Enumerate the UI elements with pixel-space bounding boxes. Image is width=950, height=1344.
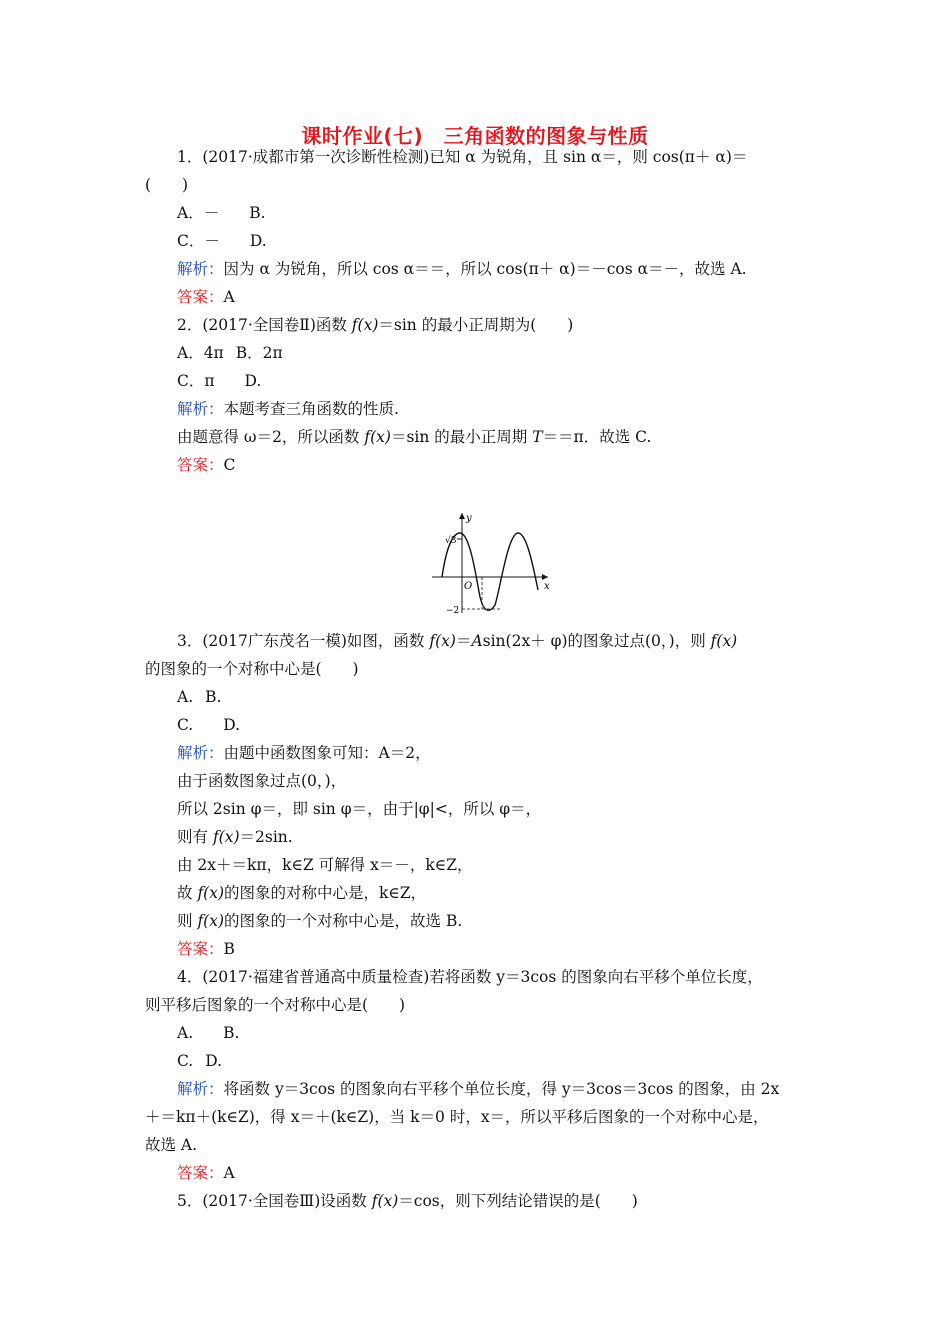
q3-option-d: D. bbox=[223, 716, 241, 734]
q5-stem bbox=[177, 1191, 638, 1211]
q3-answer bbox=[177, 939, 235, 959]
q1-option-c: C．－ bbox=[177, 232, 220, 250]
q3-analysis-text: 由题中函数图象可知：A＝2， bbox=[223, 744, 431, 762]
q3-stem-fx: f(x) bbox=[429, 632, 456, 650]
q3-s6-fx: f(x) bbox=[197, 912, 225, 930]
q3-s3-fx: f(x) bbox=[212, 828, 240, 846]
q2-line2-t: T bbox=[532, 428, 543, 446]
origin-label: O bbox=[464, 581, 473, 592]
q5-stem-post: ＝cos，则下列结论错误的是( ) bbox=[398, 1192, 638, 1210]
q3-option-b: B. bbox=[205, 688, 222, 706]
q3-step-5 bbox=[177, 883, 426, 903]
q3-s6-post: 的图象的一个对称中心是，故选 B. bbox=[224, 912, 463, 930]
q3-stem-mid: ＝ bbox=[455, 632, 472, 650]
q2-stem-post: ＝sin 的最小正周期为( ) bbox=[378, 316, 574, 334]
q3-s6-pre: 则 bbox=[177, 912, 198, 930]
answer-label: 答案： bbox=[177, 456, 224, 474]
q4-analysis-line3: 故选 A. bbox=[145, 1136, 198, 1154]
q3-s5-post: 的图象的对称中心是，k∈Z， bbox=[224, 884, 427, 902]
q2-option-c: C．π bbox=[177, 372, 215, 390]
q1-options-cd bbox=[177, 231, 267, 251]
q2-line2-mid: ＝sin 的最小正周期 bbox=[390, 428, 533, 446]
q3-step-6 bbox=[177, 911, 462, 931]
q2-analysis bbox=[177, 399, 399, 419]
q2-option-b: B．2π bbox=[235, 344, 283, 362]
y-top-label: √3 bbox=[445, 536, 457, 546]
q2-line2-pre: 由题意得 ω＝2，所以函数 bbox=[177, 428, 365, 446]
q4-option-a: A. bbox=[177, 1024, 194, 1042]
q3-s5-pre: 故 bbox=[177, 884, 198, 902]
q3-analysis bbox=[177, 743, 431, 763]
q2-analysis-text: 本题考查三角函数的性质. bbox=[223, 400, 399, 418]
q3-stem-cont: 的图象的一个对称中心是( ) bbox=[145, 660, 359, 678]
answer-label: 答案： bbox=[177, 288, 224, 306]
x-axis-arrow bbox=[542, 574, 548, 580]
y-bottom-label: −2 bbox=[446, 606, 460, 616]
q4-analysis bbox=[177, 1079, 779, 1099]
q3-stem-post: sin(2x＋ φ)的图象过点(0，)，则 bbox=[482, 632, 711, 650]
q3-step-3 bbox=[177, 827, 293, 847]
q1-answer-value: A bbox=[223, 288, 235, 306]
q1-option-a: A．－ bbox=[177, 204, 220, 222]
q3-stem-fx2: f(x) bbox=[710, 632, 738, 650]
q4-option-c: C. bbox=[177, 1052, 194, 1070]
q3-option-a: A. bbox=[177, 688, 194, 706]
answer-label: 答案： bbox=[177, 1164, 224, 1182]
q3-stem-a: A bbox=[471, 632, 483, 650]
q4-answer bbox=[177, 1163, 235, 1183]
sine-graph-figure bbox=[420, 505, 560, 620]
q4-options-ab bbox=[177, 1023, 239, 1043]
x-axis-label: x bbox=[544, 581, 550, 592]
q1-analysis-text: 因为 α 为锐角，所以 cos α＝＝，所以 cos(π＋ α)＝－cos α＝－，故选 A. bbox=[223, 260, 747, 278]
q3-answer-value: B bbox=[223, 940, 235, 958]
analysis-label: 解析： bbox=[177, 400, 224, 418]
q1-stem: 1．(2017·成都市第一次诊断性检测)已知 α 为锐角，且 sin α＝，则 cos(π＋ α)＝ bbox=[177, 148, 748, 166]
q1-analysis bbox=[177, 259, 747, 279]
q2-options-cd bbox=[177, 371, 261, 391]
q2-option-a: A．4π bbox=[177, 344, 224, 362]
q4-stem: 4．(2017·福建省普通高中质量检查)若将函数 y＝3cos 的图象向右平移个单位长度， bbox=[177, 968, 763, 986]
q4-option-b: B. bbox=[223, 1024, 240, 1042]
q3-s3-pre: 则有 bbox=[177, 828, 213, 846]
q5-stem-pre: 5．(2017·全国卷Ⅲ)设函数 bbox=[177, 1192, 372, 1210]
q3-option-c: C. bbox=[177, 716, 194, 734]
q4-analysis-text: 将函数 y＝3cos 的图象向右平移个单位长度，得 y＝3cos＝3cos 的图象，由 2x bbox=[223, 1080, 780, 1098]
q2-line2-post: ＝＝π．故选 C. bbox=[542, 428, 652, 446]
q2-line2-fx: f(x) bbox=[364, 428, 391, 446]
q3-s3-post: ＝2sin. bbox=[239, 828, 293, 846]
q3-step-2: 所以 2sin φ＝，即 sin φ＝，由于|φ|<，所以 φ＝， bbox=[177, 800, 542, 818]
q3-step-1: 由于函数图象过点(0，)， bbox=[177, 772, 347, 790]
analysis-label: 解析： bbox=[177, 1080, 224, 1098]
q3-options-cd bbox=[177, 715, 240, 735]
q1-option-b: B. bbox=[249, 204, 266, 222]
q2-answer-value: C bbox=[223, 456, 236, 474]
q4-option-d: D. bbox=[205, 1052, 223, 1070]
q4-options-cd bbox=[177, 1051, 222, 1071]
q2-option-d: D. bbox=[244, 372, 262, 390]
q1-stem-cont: ( ) bbox=[145, 176, 189, 194]
q4-stem-cont: 则平移后图象的一个对称中心是( ) bbox=[145, 996, 406, 1014]
q3-step-4: 由 2x＋＝kπ，k∈Z 可解得 x＝－，k∈Z， bbox=[177, 856, 473, 874]
q3-s5-fx: f(x) bbox=[197, 884, 225, 902]
q2-stem-fx: f(x) bbox=[351, 316, 379, 334]
answer-label: 答案： bbox=[177, 940, 224, 958]
y-axis-label: y bbox=[466, 513, 472, 524]
q2-stem bbox=[177, 315, 573, 335]
q1-option-d: D. bbox=[249, 232, 267, 250]
q3-stem bbox=[177, 631, 737, 651]
q1-answer bbox=[177, 287, 235, 307]
analysis-label: 解析： bbox=[177, 260, 224, 278]
page-title: 课时作业(七) 三角函数的图象与性质 bbox=[301, 124, 649, 148]
q1-options-ab bbox=[177, 203, 266, 223]
q3-options-ab bbox=[177, 687, 221, 707]
q3-stem-pre: 3．(2017广东茂名一模)如图，函数 bbox=[177, 632, 430, 650]
q2-analysis-line2 bbox=[177, 427, 651, 447]
q4-answer-value: A bbox=[223, 1164, 235, 1182]
q2-stem-pre: 2．(2017·全国卷Ⅱ)函数 bbox=[177, 316, 352, 334]
analysis-label: 解析： bbox=[177, 744, 224, 762]
y-axis-arrow bbox=[459, 513, 465, 519]
q2-answer bbox=[177, 455, 235, 475]
q2-options-ab bbox=[177, 343, 283, 363]
q4-analysis-line2: ＋＝kπ＋(k∈Z)，得 x＝＋(k∈Z)，当 k＝0 时，x＝，所以平移后图象的一个对称中心是， bbox=[145, 1108, 769, 1126]
q5-stem-fx: f(x) bbox=[371, 1192, 399, 1210]
